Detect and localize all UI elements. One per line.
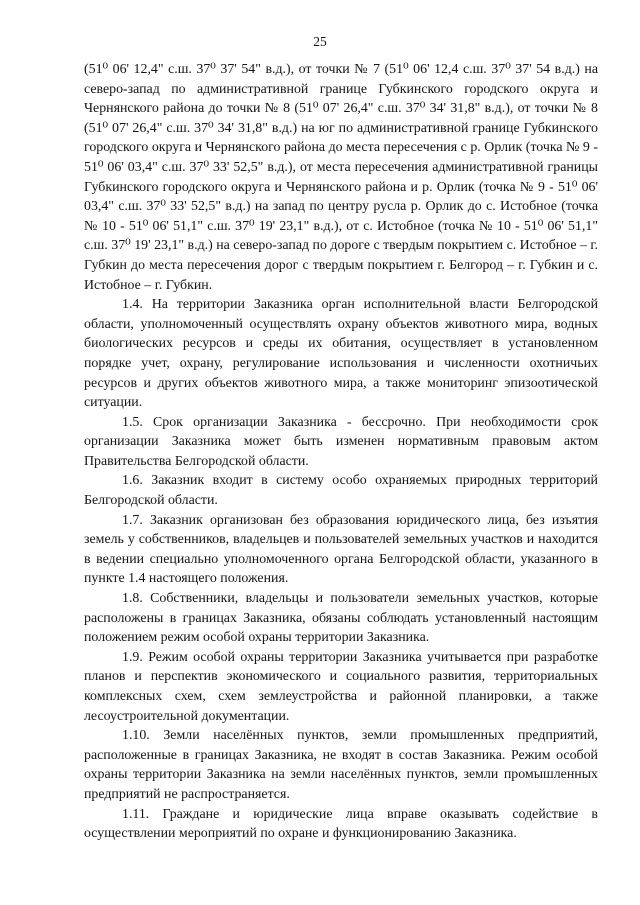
paragraph-boundary-continuation: (51⁰ 06' 12,4" с.ш. 37⁰ 37' 54" в.д.), от точки № 7 (51⁰ 06' 12,4 с.ш. 37⁰ 37' 54 в.д.) на северо-запад по административной границе Губкинского городского округа и Чернянского района до точки № 8 (51⁰ 07' 26,4" с.ш. 37⁰ 34' 31,8" в.д.), от точки № 8 (51⁰ 07' 26,4" с.ш. 37⁰ 34' 31,8" в.д.) на юг по административной границе Губкинского городского округа и Чернянского района до места пересечения с р. Орлик (точка № 9 - 51⁰ 06' 03,4" с.ш. 37⁰ 33' 52,5" в.д.), от места пересечения административной границы Губкинского городского округа и Чернянского района и р. Орлик (точка № 9 - 51⁰ 06' 03,4" с.ш. 37⁰ 33' 52,5" в.д.) на запад по центру русла р. Орлик до с. Истобное (точка № 10 - 51⁰ 06' 51,1" с.ш. 37⁰ 19' 23,1" в.д.), от с. Истобное (точка № 10 - 51⁰ 06' 51,1" с.ш. 37⁰ 19' 23,1" в.д.) на северо-запад по дороге с твердым покрытием с. Истобное – г. Губкин до места пересечения дорог с твердым покрытием г. Белгород – г. Губкин и с. Истобное – г. Губкин. — [84, 62, 598, 293]
paragraph-1-9: 1.9. Режим особой охраны территории Заказника учитывается при разработке планов и перспектив экономического и социального развития, территориальных комплексных схем, схем землеустройства и районной планировки, а также лесоустроительной документации. — [84, 649, 598, 724]
paragraph-1-7: 1.7. Заказник организован без образования юридического лица, без изъятия земель у собственников, владельцев и пользователей земельных участков и находится в ведении специально уполномоченного органа Белгородской области, указанного в пункте 1.4 настоящего положения. — [84, 512, 598, 587]
paragraph-1-11: 1.11. Граждане и юридические лица вправе оказывать содействие в осуществлении мероприятий по охране и функционированию Заказника. — [84, 806, 598, 842]
paragraph-1-8: 1.8. Собственники, владельцы и пользователи земельных участков, которые расположены в границах Заказника, обязаны соблюдать установленный настоящим положением режим особой охраны территории Заказника. — [84, 591, 598, 646]
paragraph-1-10: 1.10. Земли населённых пунктов, земли промышленных предприятий, расположенные в границах Заказника, не входят в состав Заказника. Режим особой охраны территории Заказника на земли населённых пунктов, земли промышленных предприятий не распространяется. — [84, 728, 598, 802]
paragraph-1-4: 1.4. На территории Заказника орган исполнительной власти Белгородской области, уполномоченный осуществлять охрану объектов животного мира, водных биологических ресурсов и среды их обитания, осуществляет в установленном порядке учет, охрану, регулирование использования и численности охотничьих ресурсов и других объектов животного мира, а также мониторинг эпизоотической ситуации. — [84, 297, 598, 411]
document-body — [84, 60, 598, 844]
paragraph-1-6: 1.6. Заказник входит в систему особо охраняемых природных территорий Белгородской области. — [84, 473, 598, 509]
page-number: 25 — [313, 34, 327, 49]
paragraph-1-5: 1.5. Срок организации Заказника - бессрочно. При необходимости срок организации Заказника может быть изменен нормативным правовым актом Правительства Белгородской области. — [84, 414, 598, 469]
